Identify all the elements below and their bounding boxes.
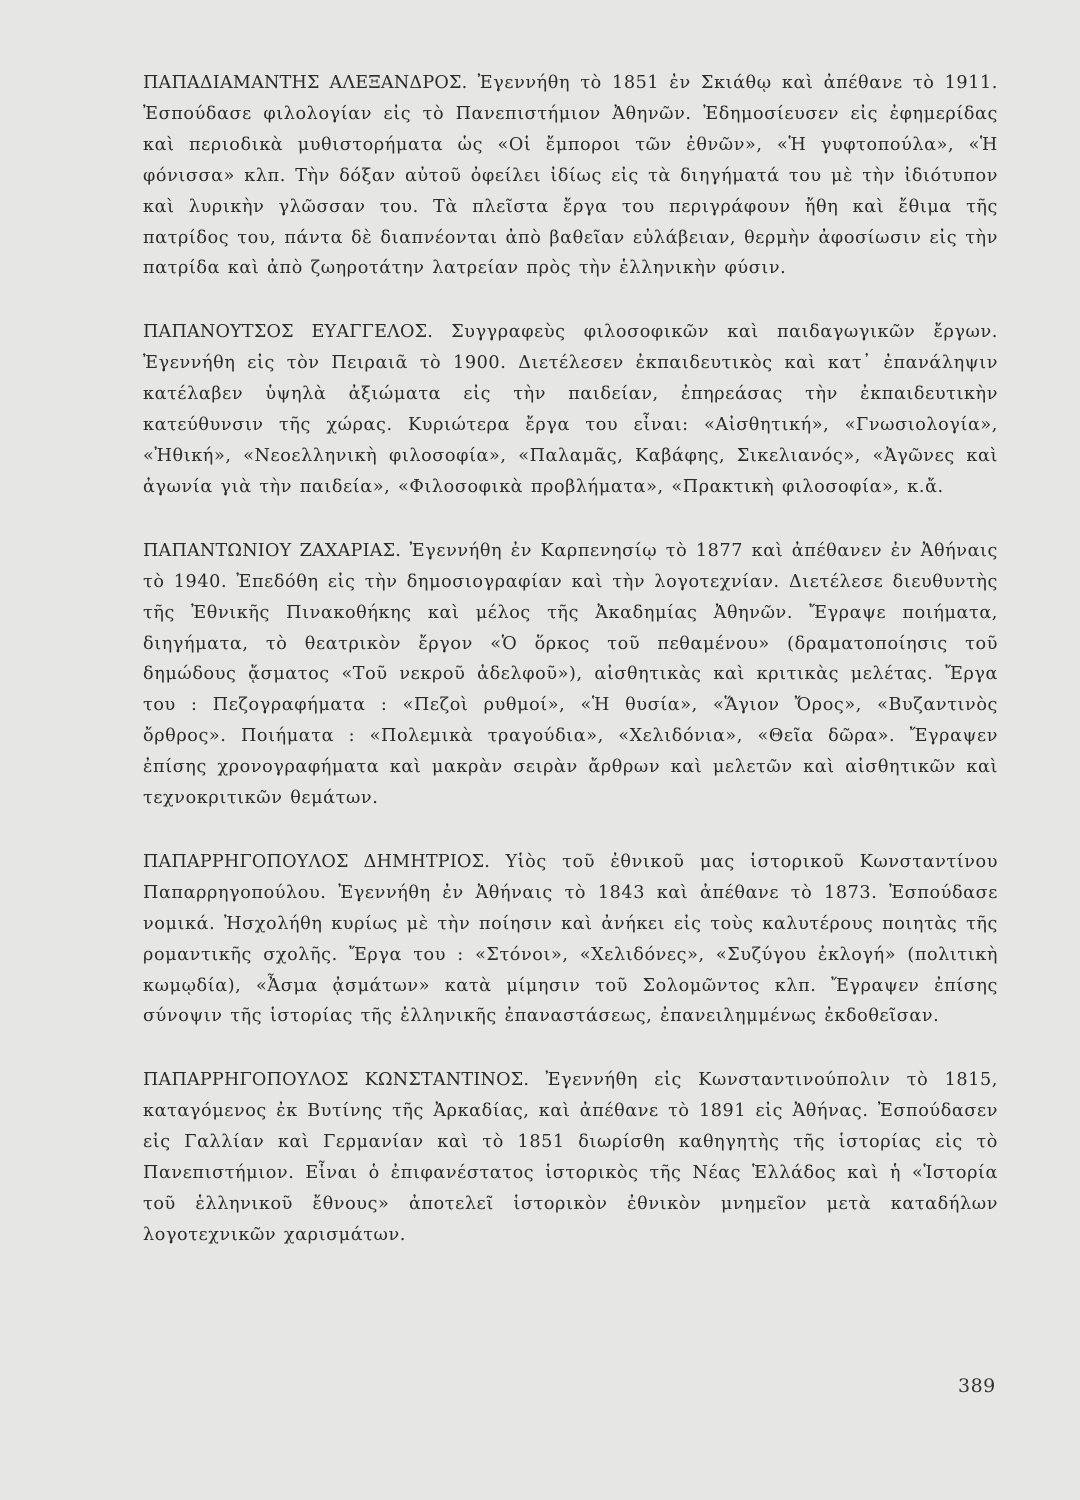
entry-papantoniou-zacharias: [143, 536, 998, 814]
entry-name: ΠΑΠΑΡΡΗΓΟΠΟΥΛΟΣ ΚΩΝΣΤΑΝΤΙΝΟΣ.: [143, 1070, 530, 1091]
entry-paparrigopoulos-konstantinos: [143, 1065, 998, 1250]
entry-text: Ἐγεννήθη εἰς Κωνσταντινούπολιν τὸ 1815, καταγόμενος ἐκ Βυτίνης τῆς Ἀρκαδίας, καὶ ἀπέθανε τὸ 1891 εἰς Ἀθήνας. Ἐσπούδασεν εἰς Γαλλίαν καὶ Γερμανίαν καὶ τὸ 1851 διωρίσθη καθηγητὴς τῆς ἱστορίας εἰς τὸ Πανεπιστήμιον. Εἶναι ὁ ἐπιφανέστατος ἱστορικὸς τῆς Νέας Ἑλλάδος καὶ ἡ «Ἱστορία τοῦ ἑλληνικοῦ ἔθνους» ἀποτελεῖ ἱστορικὸν ἐθνικὸν μνημεῖον μετὰ καταδήλων λογοτεχνικῶν χαρισμάτων.: [143, 1070, 998, 1245]
entry-name: ΠΑΠΑΡΡΗΓΟΠΟΥΛΟΣ ΔΗΜΗΤΡΙΟΣ.: [143, 851, 491, 872]
page-number: 389: [958, 1375, 996, 1397]
entry-text: Συγγραφεὺς φιλοσοφικῶν καὶ παιδαγωγικῶν ἔργων. Ἐγεννήθη εἰς τὸν Πειραιᾶ τὸ 1900. Διετέλεσεν ἐκπαιδευτικὸς καὶ κατ᾽ ἐπανάληψιν κατέλαβεν ὑψηλὰ ἀξιώματα εἰς τὴν παιδείαν, ἐπηρεάσας τὴν ἐκπαιδευτικὴν κατεύθυνσιν τῆς χώρας. Κυριώτερα ἔργα του εἶναι: «Αἰσθητική», «Γνωσιολογία», «Ἠθική», «Νεοελληνικὴ φιλοσοφία», «Παλαμᾶς, Καβάφης, Σικελιανός», «Ἀγῶνες καὶ ἀγωνία γιὰ τὴν παιδεία», «Φιλοσοφικὰ προβλήματα», «Πρακτικὴ φιλοσοφία», κ.ἄ.: [143, 322, 998, 497]
entry-paparrigopoulos-dimitrios: [143, 847, 998, 1032]
entry-text: Υἱὸς τοῦ ἐθνικοῦ μας ἱστορικοῦ Κωνσταντίνου Παπαρρηγοπούλου. Ἐγεννήθη ἐν Ἀθήναις τὸ 1843 καὶ ἀπέθανε τὸ 1873. Ἐσπούδασε νομικά. Ἠσχολήθη κυρίως μὲ τὴν ποίησιν καὶ ἀνήκει εἰς τοὺς καλυτέρους ποιητὰς τῆς ρομαντικῆς σχολῆς. Ἔργα του : «Στόνοι», «Χελιδόνες», «Συζύγου ἐκλογή» (πολιτικὴ κωμῳδία), «Ἆσμα ᾀσμάτων» κατὰ μίμησιν τοῦ Σολομῶντος κλπ. Ἔγραψεν ἐπίσης σύνοψιν τῆς ἱστορίας τῆς ἑλληνικῆς ἐπαναστάσεως, ἐπανειλημμένως ἐκδοθεῖσαν.: [143, 851, 999, 1027]
document-page: [143, 68, 998, 1448]
entry-text: Ἐγεννήθη ἐν Καρπενησίῳ τὸ 1877 καὶ ἀπέθανεν ἐν Ἀθήναις τὸ 1940. Ἐπεδόθη εἰς τὴν δημοσιογραφίαν καὶ τὴν λογοτεχνίαν. Διετέλεσε διευθυντὴς τῆς Ἐθνικῆς Πινακοθήκης καὶ μέλος τῆς Ἀκαδημίας Ἀθηνῶν. Ἔγραψε ποιήματα, διηγήματα, τὸ θεατρικὸν ἔργον «Ὁ ὅρκος τοῦ πεθαμένου» (δραματοποίησις τοῦ δημώδους ᾄσματος «Τοῦ νεκροῦ ἀδελφοῦ»), αἰσθητικὰς καὶ κριτικὰς μελέτας. Ἔργα του : Πεζογραφήματα : «Πεζοὶ ρυθμοί», «Ἡ θυσία», «Ἅγιον Ὄρος», «Βυζαντινὸς ὄρθρος». Ποιήματα : «Πολεμικὰ τραγούδια», «Χελιδόνια», «Θεῖα δῶρα». Ἔγραψεν ἐπίσης χρονογραφήματα καὶ μακρὰν σειρὰν ἄρθρων καὶ μελετῶν καὶ αἰσθητικῶν καὶ τεχνοκριτικῶν θεμάτων.: [143, 540, 999, 809]
entry-name: ΠΑΠΑΝΤΩΝΙΟΥ ΖΑΧΑΡΙΑΣ.: [143, 540, 402, 561]
entry-name: ΠΑΠΑΝΟΥΤΣΟΣ ΕΥΑΓΓΕΛΟΣ.: [143, 322, 434, 343]
entry-papanoutsos-evangelos: [143, 317, 998, 502]
entry-text: Ἐγεννήθη τὸ 1851 ἐν Σκιάθῳ καὶ ἀπέθανε τὸ 1911. Ἐσπούδασε φιλολογίαν εἰς τὸ Πανεπιστήμιον Ἀθηνῶν. Ἐδημοσίευσεν εἰς ἐφημερίδας καὶ περιοδικὰ μυθιστορήματα ὡς «Οἱ ἔμποροι τῶν ἐθνῶν», «Ἡ γυφτοπούλα», «Ἡ φόνισσα» κλπ. Τὴν δόξαν αὐτοῦ ὀφείλει ἰδίως εἰς τὰ διηγήματά του μὲ τὴν ἰδιότυπον καὶ λυρικὴν γλῶσσαν του. Τὰ πλεῖστα ἔργα του περιγράφουν ἤθη καὶ ἔθιμα τῆς πατρίδος του, πάντα δὲ διαπνέονται ἀπὸ βαθεῖαν εὐλάβειαν, θερμὴν ἀφοσίωσιν εἰς τὴν πατρίδα καὶ ἀπὸ ζωηροτάτην λατρείαν πρὸς τὴν ἑλληνικὴν φύσιν.: [143, 73, 998, 279]
entry-name: ΠΑΠΑΔΙΑΜΑΝΤΗΣ ΑΛΕΞΑΝΔΡΟΣ.: [143, 73, 468, 93]
entry-papadiamantis-alexandros: [143, 68, 998, 284]
